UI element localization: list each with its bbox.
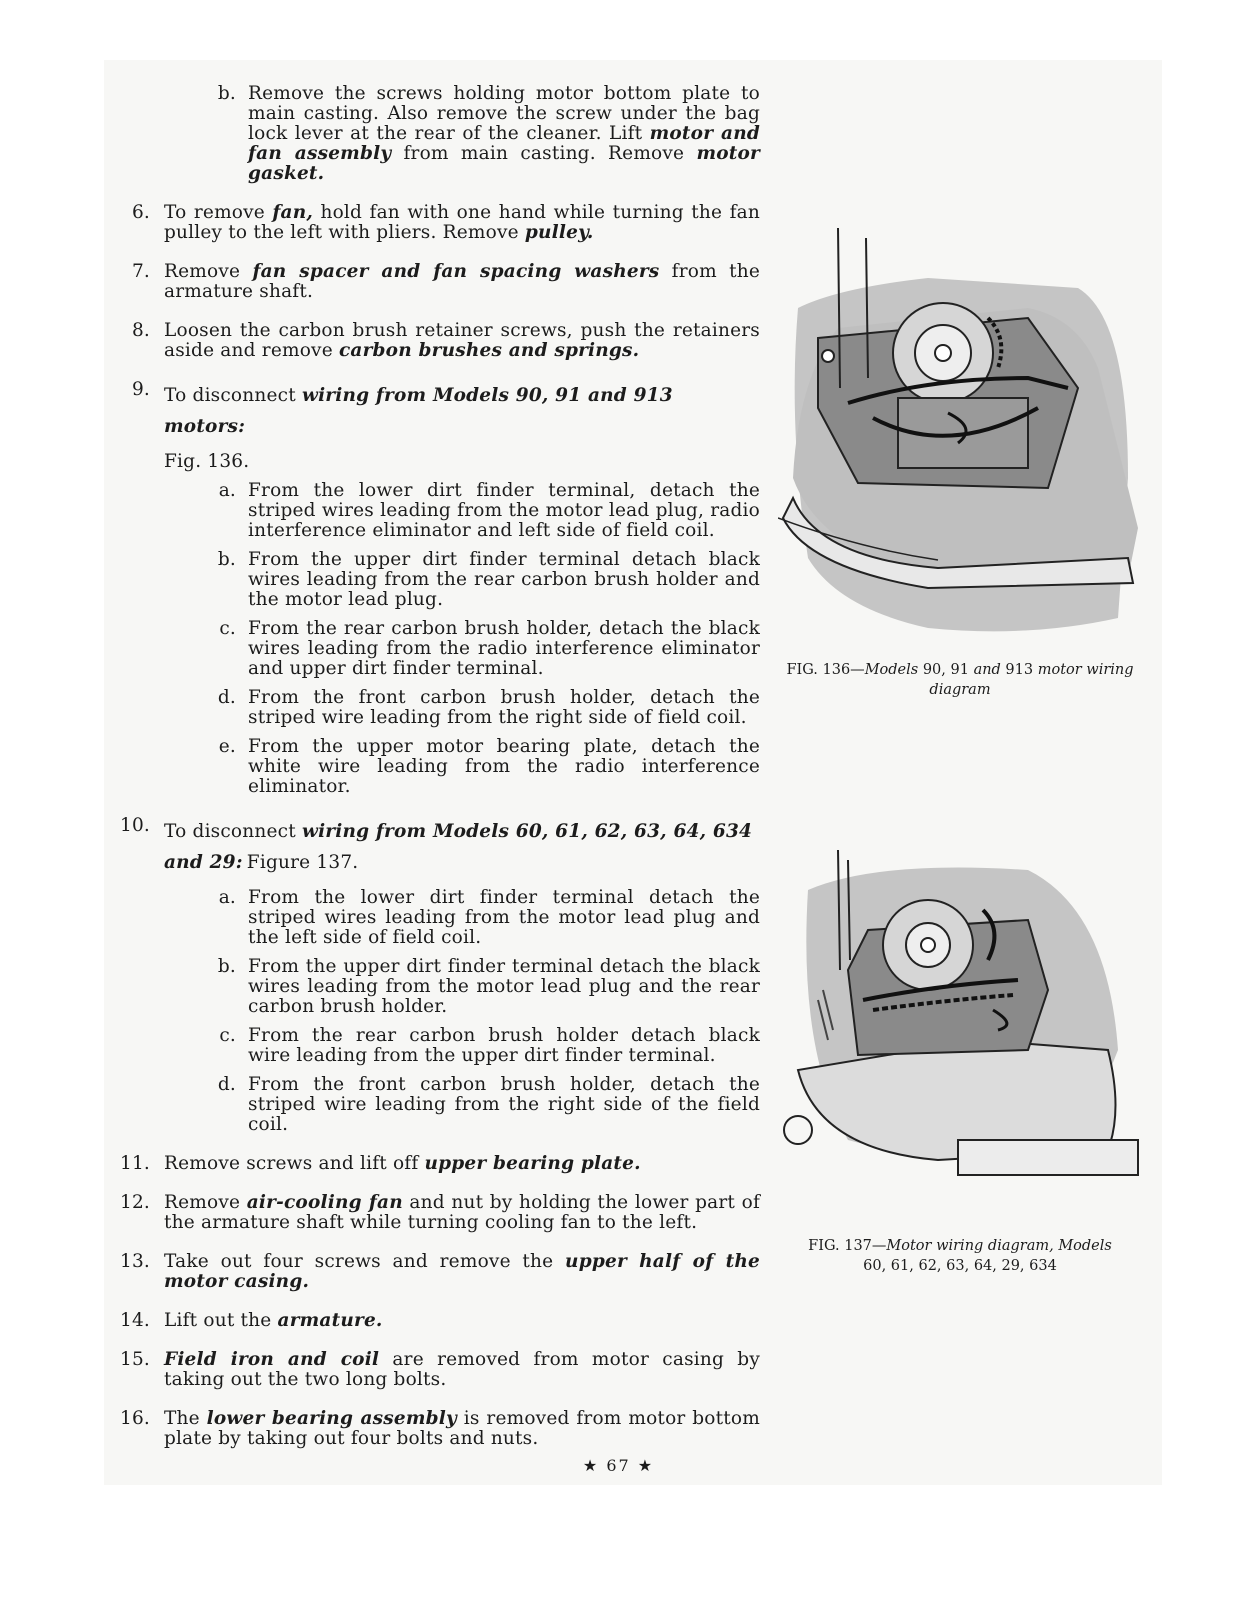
step-number: 6.	[131, 202, 150, 223]
step-text: Remove air-cooling fan and nut by holding the lower part of the armature shaft while turning cooling fan to the left.	[164, 1192, 760, 1233]
figure-136	[778, 228, 1142, 646]
step-text: Field iron and coil are removed from motor casing by taking out the two long bolts.	[164, 1349, 760, 1390]
sub-step-b: b. From the upper dirt finder terminal detach black wires leading from the rear carbon brush holder and the motor lead plug.	[217, 549, 760, 610]
step-text: Lift out the armature.	[164, 1310, 383, 1331]
figure-137-caption: FIG. 137—Motor wiring diagram, Models 60, 61, 62, 63, 64, 29, 634	[808, 1238, 1112, 1274]
step-9	[118, 380, 760, 797]
instruction-column	[118, 84, 760, 1468]
step-text: Remove screws and lift off upper bearing plate.	[164, 1153, 641, 1174]
step-12	[118, 1193, 760, 1233]
step-16	[118, 1409, 760, 1449]
step-text: Take out four screws and remove the upper half of the motor casing.	[164, 1251, 760, 1292]
step-number: 10.	[119, 815, 150, 836]
step-number: 7.	[131, 261, 150, 282]
sub-step-e: e. From the upper motor bearing plate, detach the white wire leading from the radio interference eliminator.	[218, 736, 760, 797]
step-10	[118, 816, 760, 1135]
motor-wiring-diagram-137	[778, 850, 1142, 1195]
step-text: To remove fan, hold fan with one hand while turning the fan pulley to the left with pliers. Remove pulley.	[164, 202, 760, 243]
sub-step-d: d. From the front carbon brush holder, detach the striped wire leading from the right side of the field coil.	[217, 1074, 760, 1135]
page-number: ★ 67 ★	[582, 1456, 655, 1475]
sub-step-c: c. From the rear carbon brush holder, detach the black wires leading from the radio interference eliminator and upper dirt finder terminal.	[219, 618, 760, 679]
sub-step-a: a. From the lower dirt finder terminal detach the striped wires leading from the motor lead plug and the left side of field coil.	[218, 887, 760, 948]
sub-step-a: a. From the lower dirt finder terminal, detach the striped wires leading from the motor lead plug, radio interference eliminator and left side of field coil.	[218, 480, 760, 541]
step-8	[118, 321, 760, 361]
step-13	[118, 1252, 760, 1292]
step-text: Remove fan spacer and fan spacing washers from the armature shaft.	[164, 261, 760, 302]
step-14	[118, 1311, 760, 1331]
step-text: To disconnect wiring from Models 90, 91 and 913 motors:	[164, 385, 673, 437]
sub-text: Remove the screws holding motor bottom plate to main casting. Also remove the screw under the bag lock lever at the rear of the cleaner. Lift motor and fan assembly from main casting. Remove motor gasket.	[248, 83, 760, 184]
step-5b	[118, 84, 760, 184]
step-6	[118, 203, 760, 243]
figure-136-caption: FIG. 136—Models 90, 91 and 913 motor wiring diagram	[786, 662, 1134, 698]
step-15	[118, 1350, 760, 1390]
sub-step-d: d. From the front carbon brush holder, detach the striped wire leading from the right side of field coil.	[217, 687, 760, 728]
sub-step-c: c. From the rear carbon brush holder detach black wire leading from the upper dirt finder terminal.	[219, 1025, 760, 1066]
figure-reference: Figure 137.	[246, 852, 359, 873]
sub-step-b: b. From the upper dirt finder terminal detach the black wires leading from the motor lead plug and the rear carbon brush holder.	[217, 956, 760, 1017]
step-number: 9.	[131, 379, 150, 400]
figure-137	[778, 850, 1142, 1195]
step-number: 15.	[119, 1349, 150, 1370]
step-number: 13.	[119, 1251, 150, 1272]
figure-reference: Fig. 136.	[164, 451, 250, 472]
step-number: 12.	[119, 1192, 150, 1213]
step-number: 11.	[119, 1153, 150, 1174]
step-11	[118, 1154, 760, 1174]
step-number: 8.	[131, 320, 150, 341]
step-7	[118, 262, 760, 302]
motor-wiring-diagram-136	[778, 228, 1142, 646]
step-text: The lower bearing assembly is removed from motor bottom plate by taking out four bolts and nuts.	[164, 1408, 760, 1449]
step-number: 14.	[119, 1310, 150, 1331]
step-text: To disconnect wiring from Models 60, 61, 62, 63, 64, 634 and 29:	[164, 821, 753, 873]
sub-letter: b.	[217, 83, 236, 104]
step-number: 16.	[119, 1408, 150, 1429]
step-text: Loosen the carbon brush retainer screws, push the retainers aside and remove carbon brushes and springs.	[164, 320, 760, 361]
